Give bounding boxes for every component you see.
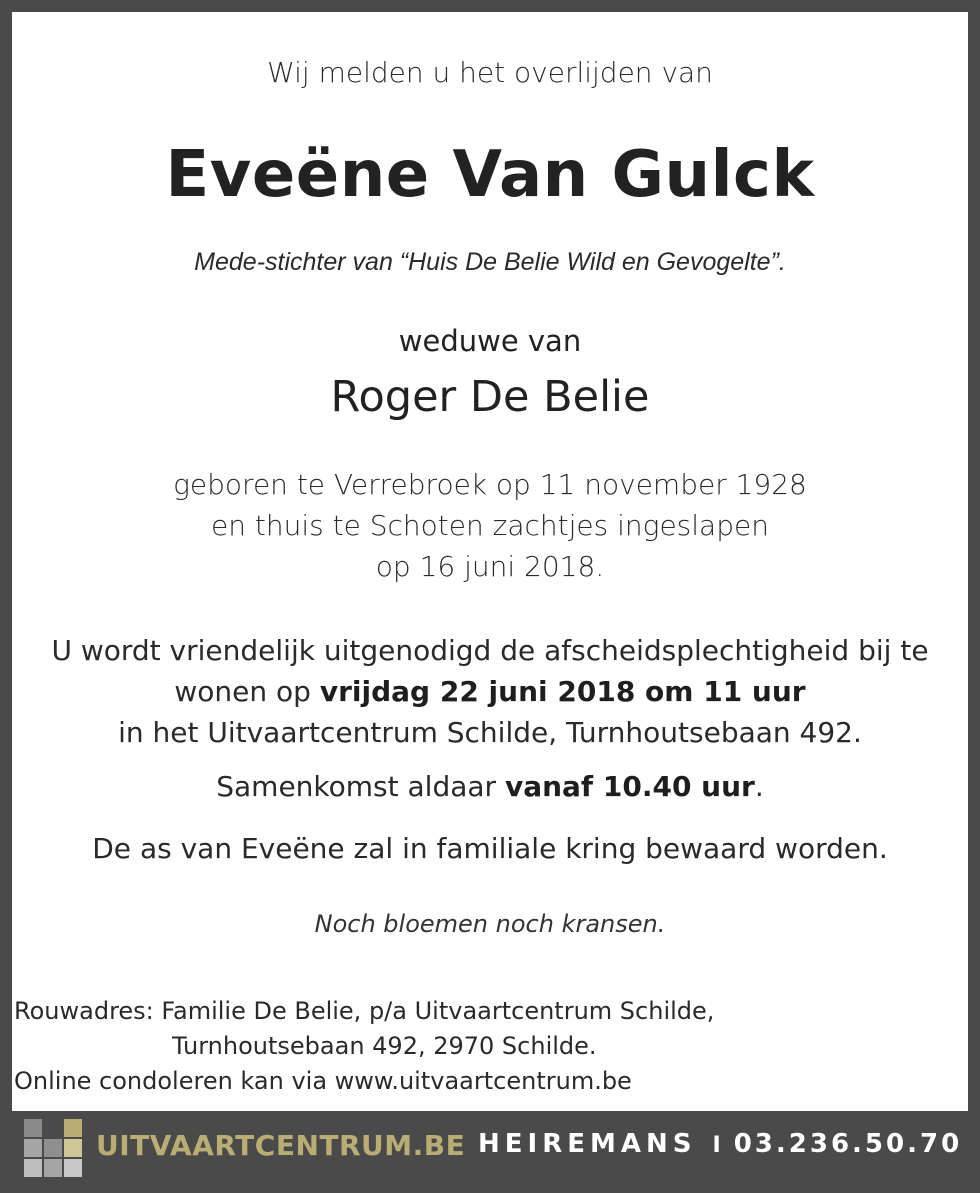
firm-contact [478, 1129, 962, 1159]
born-line-3: op 16 juni 2018. [375, 550, 605, 583]
flowers-note: Noch bloemen noch kransen. [314, 910, 666, 938]
gather-prefix: Samenkomst aldaar [216, 770, 505, 803]
birth-death-details [12, 464, 968, 587]
born-line-1: geboren te Verrebroek op 11 november 1928 [173, 468, 807, 501]
invite-line-1: U wordt vriendelijk uitgenodigd de afscheidsplechtigheid bij te [51, 634, 929, 667]
founder-note: Mede-stichter van “Huis De Belie Wild en Gevogelte”. [194, 248, 786, 276]
gather-time: vanaf 10.40 uur [504, 770, 755, 803]
invite-line-3: in het Uitvaartcentrum Schilde, Turnhoutsebaan 492. [118, 716, 862, 749]
funeral-center-logo-icon [24, 1119, 82, 1177]
address-line-1: Rouwadres: Familie De Belie, p/a Uitvaartcentrum Schilde, [14, 997, 715, 1025]
spouse-name: Roger De Belie [330, 372, 650, 422]
widow-label: weduwe van [398, 324, 582, 358]
address-line-2: Turnhoutsebaan 492, 2970 Schilde. [172, 1032, 597, 1060]
separator: I [712, 1133, 726, 1158]
ashes-note: De as van Eveëne zal in familiale kring bewaard worden. [92, 832, 888, 865]
phone-number: 03.236.50.70 [733, 1129, 963, 1159]
gather-suffix: . [754, 770, 764, 803]
ceremony-date: vrijdag 22 juni 2018 om 11 uur [319, 675, 806, 708]
intro-text: Wij melden u het overlijden van [267, 56, 713, 89]
brand-name: UITVAARTCENTRUM.BE [96, 1129, 466, 1162]
mourning-address [14, 994, 714, 1099]
firm-name: HEIREMANS [478, 1129, 697, 1159]
deceased-name: Eveëne Van Gulck [165, 138, 815, 212]
born-line-2: en thuis te Schoten zachtjes ingeslapen [211, 509, 769, 542]
condolence-line: Online condoleren kan via www.uitvaartcentrum.be [14, 1067, 632, 1095]
invite-prefix: wonen op [174, 675, 320, 708]
gathering-note [12, 770, 968, 803]
invite-line-2 [12, 671, 968, 712]
ceremony-invitation [12, 630, 968, 753]
